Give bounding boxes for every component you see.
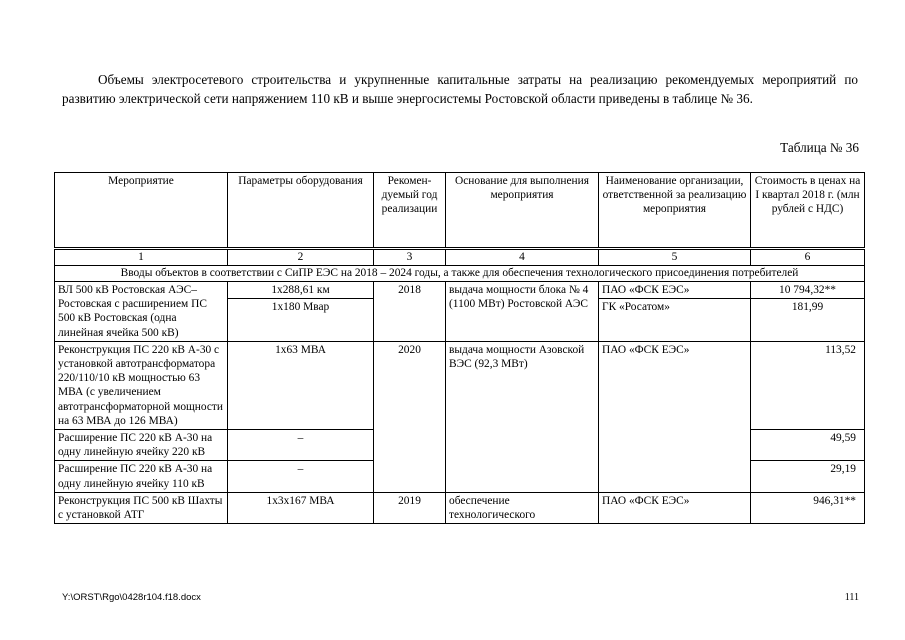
measure-cell: Расширение ПС 220 кВ А-30 на одну линейную ячейку 220 кВ bbox=[55, 430, 228, 461]
cost-cell bbox=[751, 282, 865, 342]
organization-line: ПАО «ФСК ЕЭС» bbox=[602, 284, 690, 296]
basis-cell: выдача мощности блока № 4 (1100 МВт) Ростовской АЭС bbox=[446, 282, 599, 342]
investment-table bbox=[54, 172, 865, 524]
col-header-measure: Мероприятие bbox=[55, 173, 228, 249]
cost-cell: 29,19 bbox=[751, 461, 865, 492]
params-cell bbox=[228, 282, 374, 342]
col-header-cost: Стоимость в ценах на I квартал 2018 г. (млн рублей с НДС) bbox=[751, 173, 865, 249]
col-number: 6 bbox=[751, 249, 865, 266]
table-caption: Таблица № 36 bbox=[780, 140, 859, 155]
col-header-organization: Наименование организации, ответственной за реализацию мероприятия bbox=[599, 173, 751, 249]
col-number: 4 bbox=[446, 249, 599, 266]
measure-cell: Расширение ПС 220 кВ А-30 на одну линейную ячейку 110 кВ bbox=[55, 461, 228, 492]
table-row bbox=[55, 282, 865, 342]
organization-cell: ПАО «ФСК ЕЭС» bbox=[599, 341, 751, 492]
params-cell: 1х63 МВА bbox=[228, 341, 374, 429]
measure-cell: Реконструкция ПС 220 кВ А-30 с установкой автотрансформатора 220/110/10 кВ мощностью 63 МВА (с увеличением автотрансформаторной мощности на 63 МВА до 126 МВА) bbox=[55, 341, 228, 429]
params-cell: 1х3х167 МВА bbox=[228, 492, 374, 523]
cost-cell: 946,31** bbox=[751, 492, 865, 523]
year-cell: 2018 bbox=[374, 282, 446, 342]
column-number-row bbox=[55, 249, 865, 266]
table-header-row bbox=[55, 173, 865, 249]
params-cell: – bbox=[228, 461, 374, 492]
table-row bbox=[55, 492, 865, 523]
cost-line: 181,99 bbox=[751, 298, 864, 314]
col-header-year: Рекомен-дуемый год реализации bbox=[374, 173, 446, 249]
measure-cell: Реконструкция ПС 500 кВ Шахты с установкой АТГ bbox=[55, 492, 228, 523]
measure-cell: ВЛ 500 кВ Ростовская АЭС– Ростовская с расширением ПС 500 кВ Ростовская (одна линейная ячейка 500 кВ) bbox=[55, 282, 228, 342]
params-line: 1х288,61 км bbox=[271, 284, 330, 296]
col-number: 2 bbox=[228, 249, 374, 266]
col-number: 3 bbox=[374, 249, 446, 266]
params-line: 1х180 Мвар bbox=[228, 298, 373, 314]
cost-line: 10 794,32** bbox=[779, 284, 836, 296]
basis-cell: выдача мощности Азовской ВЭС (92,3 МВт) bbox=[446, 341, 599, 492]
year-cell: 2020 bbox=[374, 341, 446, 492]
table-row bbox=[55, 341, 865, 429]
col-header-basis: Основание для выполнения мероприятия bbox=[446, 173, 599, 249]
col-header-params: Параметры оборудования bbox=[228, 173, 374, 249]
organization-line: ГК «Росатом» bbox=[599, 298, 750, 314]
col-number: 1 bbox=[55, 249, 228, 266]
section-title: Вводы объектов в соответствии с СиПР ЕЭС на 2018 – 2024 годы, а также для обеспечения технологического присоединения потребителей bbox=[55, 266, 865, 282]
basis-cell: обеспечение технологического bbox=[446, 492, 599, 523]
organization-cell: ПАО «ФСК ЕЭС» bbox=[599, 492, 751, 523]
params-cell: – bbox=[228, 430, 374, 461]
section-row bbox=[55, 266, 865, 282]
footer-page-number: 111 bbox=[844, 592, 859, 603]
year-cell: 2019 bbox=[374, 492, 446, 523]
cost-cell: 113,52 bbox=[751, 341, 865, 429]
footer-file-path: Y:\ORST\Rgo\0428r104.f18.docx bbox=[62, 592, 201, 603]
organization-cell bbox=[599, 282, 751, 342]
col-number: 5 bbox=[599, 249, 751, 266]
cost-cell: 49,59 bbox=[751, 430, 865, 461]
intro-paragraph: Объемы электросетевого строительства и укрупненные капитальные затраты на реализацию рекомендуемых мероприятий по развитию электрической сети напряжением 110 кВ и выше энергосистемы Ростовской области приведены в таблице № 36. bbox=[62, 72, 858, 106]
